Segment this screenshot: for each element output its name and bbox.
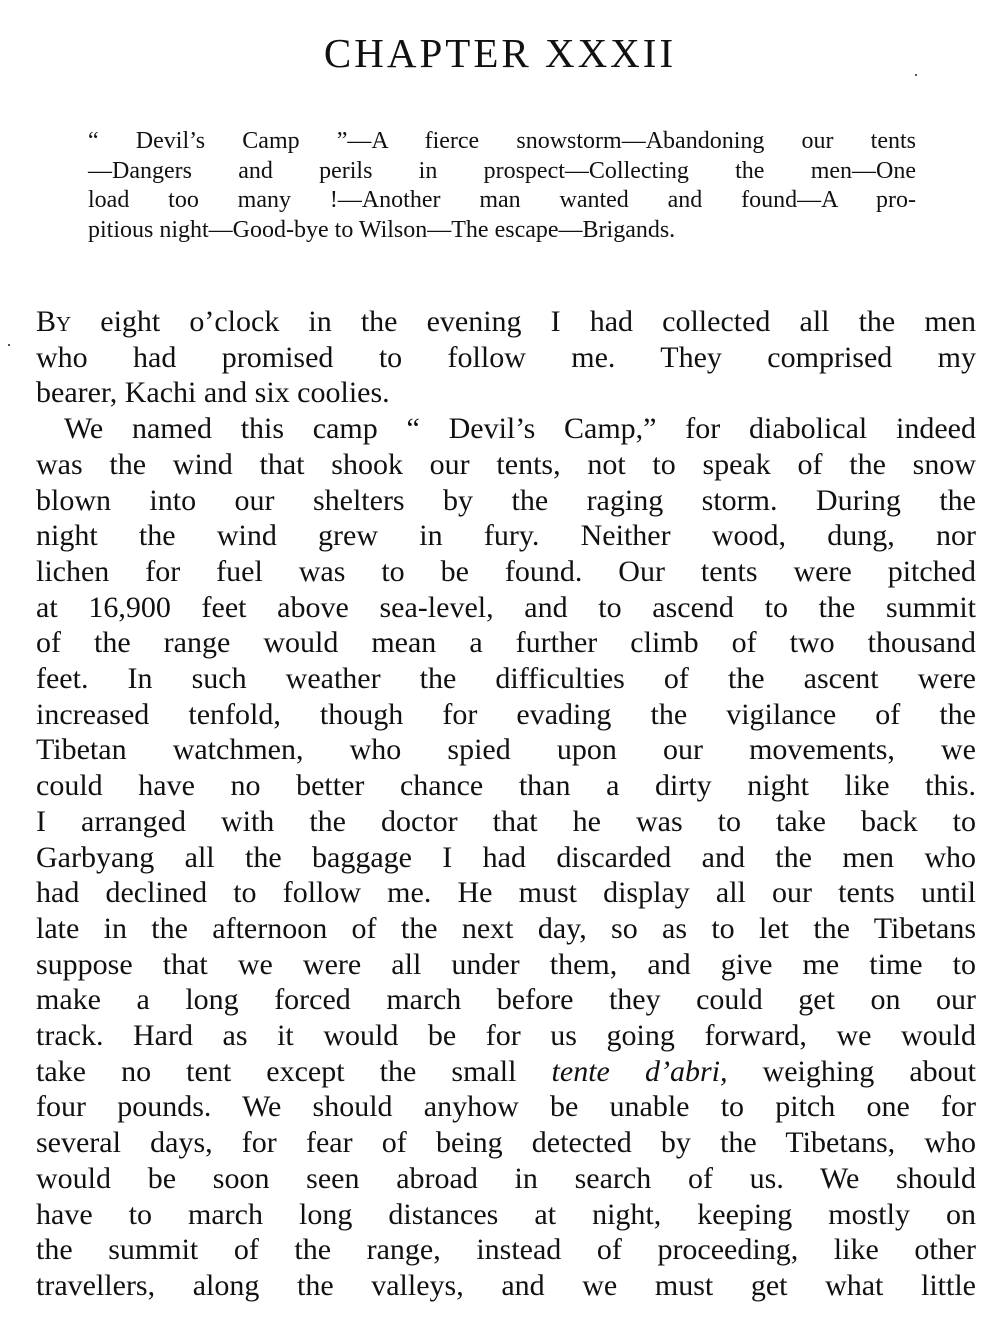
body-line: have to march long distances at night, keeping mostly on <box>36 1197 976 1231</box>
body-line: track. Hard as it would be for us going forward, we would <box>36 1019 976 1053</box>
body-line: Garbyang all the baggage I had discarded and the men who <box>36 840 976 874</box>
opening-word: By <box>36 305 72 338</box>
body-line: blown into our shelters by the raging storm. During the <box>36 483 976 517</box>
body-line: could have no better chance than a dirty night like this. <box>36 769 976 803</box>
italic-phrase: tente d’abri, <box>551 1054 728 1088</box>
body-line: We named this camp “ Devil’s Camp,” for diabolical indeed <box>64 412 976 446</box>
scan-speck <box>915 74 917 76</box>
chapter-title: CHAPTER XXXII <box>323 30 677 76</box>
body-line: at 16,900 feet above sea-level, and to ascend to the summit <box>36 590 976 624</box>
body-line: Tibetan watchmen, who spied upon our movements, we <box>36 733 976 767</box>
synopsis-line: “ Devil’s Camp ”—A fierce snowstorm—Abandoning our tents <box>88 128 916 154</box>
scan-speck <box>8 344 10 346</box>
body-line: lichen for fuel was to be found. Our tents were pitched <box>36 554 976 588</box>
body-line-text: take no tent except the small <box>36 1054 552 1088</box>
body-line: bearer, Kachi and six coolies. <box>36 376 390 410</box>
body-line: travellers, along the valleys, and we must get what little <box>36 1268 976 1302</box>
body-line: several days, for fear of being detected by the Tibetans, who <box>36 1126 976 1160</box>
body-line: suppose that we were all under them, and give me time to <box>36 947 976 981</box>
body-line: four pounds. We should anyhow be unable to pitch one for <box>36 1090 976 1124</box>
body-line <box>36 304 976 340</box>
synopsis-line: —Dangers and perils in prospect—Collecting the men—One <box>88 157 916 184</box>
body-text <box>36 304 976 1304</box>
body-line: was the wind that shook our tents, not to speak of the snow <box>36 447 976 481</box>
body-line: increased tenfold, though for evading the vigilance of the <box>36 697 976 731</box>
body-line-text: eight o’clock in the evening I had collected all the men <box>71 305 976 338</box>
body-line <box>36 1054 976 1090</box>
chapter-synopsis <box>88 127 916 245</box>
body-line: who had promised to follow me. They comprised my <box>36 340 976 374</box>
body-line: would be soon seen abroad in search of us. We should <box>36 1161 976 1195</box>
body-line: night the wind grew in fury. Neither wood, dung, nor <box>36 519 976 553</box>
body-line: had declined to follow me. He must display all our tents until <box>36 876 976 910</box>
body-line: the summit of the range, instead of proceeding, like other <box>36 1233 976 1267</box>
synopsis-line: load too many !—Another man wanted and found—A pro- <box>88 187 916 213</box>
body-line: of the range would mean a further climb of two thousand <box>36 626 976 660</box>
synopsis-line: pitious night—Good-bye to Wilson—The escape—Brigands. <box>88 216 676 243</box>
body-line: late in the afternoon of the next day, so as to let the Tibetans <box>36 911 976 945</box>
body-line-text: weighing about <box>727 1054 976 1088</box>
body-line: I arranged with the doctor that he was to take back to <box>36 804 976 838</box>
body-line: make a long forced march before they could get on our <box>36 983 976 1017</box>
body-line: feet. In such weather the difficulties of the ascent were <box>36 662 976 696</box>
